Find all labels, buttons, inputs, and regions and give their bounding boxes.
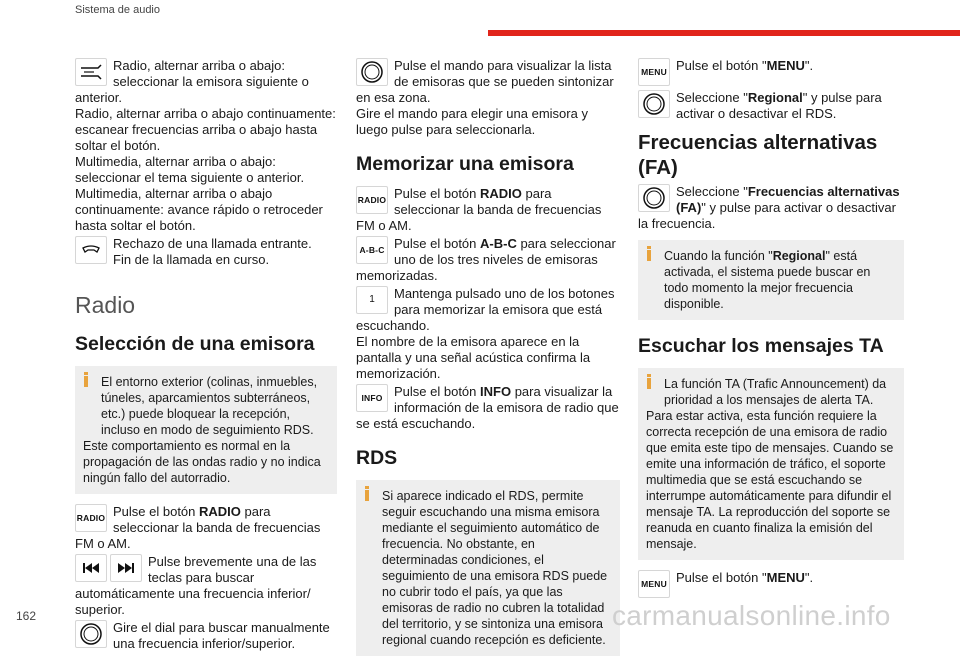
ta-note-line-1: La función TA (Trafic Announcement) da prioridad a los mensajes de alerta TA. — [664, 377, 887, 407]
preset-line-1: Mantenga pulsado uno de los botones para memorizar la emisora que está escuchando. — [356, 286, 615, 333]
knob-list-item — [356, 58, 620, 138]
dial-knob-icon — [638, 184, 670, 212]
menu-button-icon: MENU — [638, 58, 670, 86]
info-note-rds — [356, 480, 620, 656]
watermark: carmanualsonline.info — [612, 600, 891, 631]
fa-heading: Frecuencias alternativas (FA) — [638, 131, 878, 179]
note-line-2: Este comportamiento es normal en la propagación de las ondas radio y no indica ningún fallo del autorradio. — [83, 439, 321, 485]
radio-button-item: RADIO Pulse el botón RADIO para seleccionar la banda de frecuencias FM o AM. — [75, 504, 321, 551]
info-icon-dot — [647, 246, 651, 249]
preset-line-2: El nombre de la emisora aparece en la pantalla y una señal acústica confirma la memorización. — [356, 334, 591, 381]
menu-button-item: MENU Pulse el botón "MENU". — [638, 58, 904, 88]
radio-button-icon: RADIO — [356, 186, 388, 214]
preset-button-item — [356, 286, 620, 382]
knob-line-2: Gire el mando para elegir una emisora y luego pulse para seleccionarla. — [356, 106, 588, 137]
column-3 — [638, 58, 904, 602]
info-icon-dot — [647, 374, 651, 377]
ta-note-line-2: Para estar activa, esta función requiere la correcta recepción de una emisora de radio que emita este tipo de mensajes. Cuando se emite una información de tráfico, el soporte multimedia que se está escuchando se interrumpe automáticamente para difundir el mensaje TA. La reproducción del soporte se reanuda en cuanto finaliza la emisión del mensaje. — [646, 409, 894, 551]
memorize-heading: Memorizar una emisora — [356, 153, 574, 175]
info-note-ta — [638, 368, 904, 560]
dial-knob-icon — [356, 58, 388, 86]
note-line-1: El entorno exterior (colinas, inmuebles, túneles, aparcamientos subterráneos, etc.) puede bloquear la recepción, incluso en modo de seguimiento RDS. — [101, 375, 318, 437]
radio-heading: Radio — [75, 292, 136, 318]
seek-previous-icon — [75, 554, 107, 582]
header-accent-bar — [488, 30, 960, 36]
info-icon — [647, 378, 651, 389]
seek-buttons-item — [75, 554, 337, 618]
info-note-reception — [75, 366, 337, 494]
section-title: Sistema de audio — [75, 4, 160, 16]
switch-line-4: Multimedia, alternar arriba o abajo continuamente: avance rápido o retroceder hasta soltar el botón. — [75, 186, 323, 233]
seek-text: Pulse brevemente una de las teclas para buscar automáticamente una frecuencia inferior/ superior. — [75, 554, 317, 617]
seek-next-icon — [110, 554, 142, 582]
hangup-item — [75, 236, 337, 268]
rds-note-text: Si aparece indicado el RDS, permite seguir escuchando una misma emisora mediante el seguimiento automático de frecuencia. No obstante, en determinadas condiciones, el seguimiento de una emisora RDS puede no cubrir todo el país, ya que las emisoras de radio no cubren la totalidad del territorio, y se sintoniza una emisora regional cuando recepción es deficiente. — [382, 489, 608, 647]
hangup-line-2: Fin de la llamada en curso. — [113, 252, 270, 267]
dial-knob-icon — [638, 90, 670, 118]
regional-item: Seleccione "Regional" y pulse para activar o desactivar el RDS. — [638, 90, 904, 122]
switch-line-3: Multimedia, alternar arriba o abajo: seleccionar el tema siguiente o anterior. — [75, 154, 305, 185]
column-2 — [356, 58, 620, 664]
radio-button-icon: RADIO — [75, 504, 107, 532]
preset-button-icon: 1 — [356, 286, 388, 314]
switch-item — [75, 58, 337, 234]
info-note-fa: Cuando la función "Regional" está activada, el sistema puede buscar en todo momento la mejor frecuencia disponible. — [638, 240, 904, 320]
radio-button-item-2: RADIO Pulse el botón RADIO para seleccionar la banda de frecuencias FM o AM. — [356, 186, 602, 233]
dial-text: Gire el dial para buscar manualmente una frecuencia inferior/superior. — [113, 620, 330, 651]
switch-line-2: Radio, alternar arriba o abajo continuamente: escanear frecuencias arriba o abajo hasta soltar el botón. — [75, 106, 336, 153]
ta-heading: Escuchar los mensajes TA — [638, 335, 884, 357]
info-button-item: INFO Pulse el botón INFO para visualizar la información de la emisora de radio que se está escuchando. — [356, 384, 619, 431]
page-number: 162 — [16, 609, 37, 623]
knob-line-1: Pulse el mando para visualizar la lista de emisoras que se pueden sintonizar en esa zona. — [356, 58, 614, 105]
info-icon — [365, 490, 369, 501]
fa-item: Seleccione "Frecuencias alternativas (FA)" y pulse para activar o desactivar la frecuencia. — [638, 184, 900, 231]
info-icon — [647, 250, 651, 261]
info-icon-dot — [365, 486, 369, 489]
abc-button-item: A-B-C Pulse el botón A-B-C para seleccionar uno de los tres niveles de emisoras memorizadas. — [356, 236, 616, 283]
steering-switch-icon — [75, 58, 107, 86]
info-icon — [84, 376, 88, 387]
hang-up-phone-icon — [75, 236, 107, 264]
dial-item — [75, 620, 337, 652]
menu-button-item-2: MENU Pulse el botón "MENU". — [638, 570, 904, 600]
rds-heading: RDS — [356, 447, 398, 469]
hangup-line-1: Rechazo de una llamada entrante. — [113, 236, 312, 251]
menu-button-icon: MENU — [638, 570, 670, 598]
dial-knob-icon — [75, 620, 107, 648]
column-1 — [75, 58, 337, 654]
abc-button-icon: A-B-C — [356, 236, 388, 264]
info-icon-dot — [84, 372, 88, 375]
info-button-icon: INFO — [356, 384, 388, 412]
switch-line-1: Radio, alternar arriba o abajo: seleccionar la emisora siguiente o anterior. — [75, 58, 309, 105]
select-station-heading: Selección de una emisora — [75, 333, 315, 355]
